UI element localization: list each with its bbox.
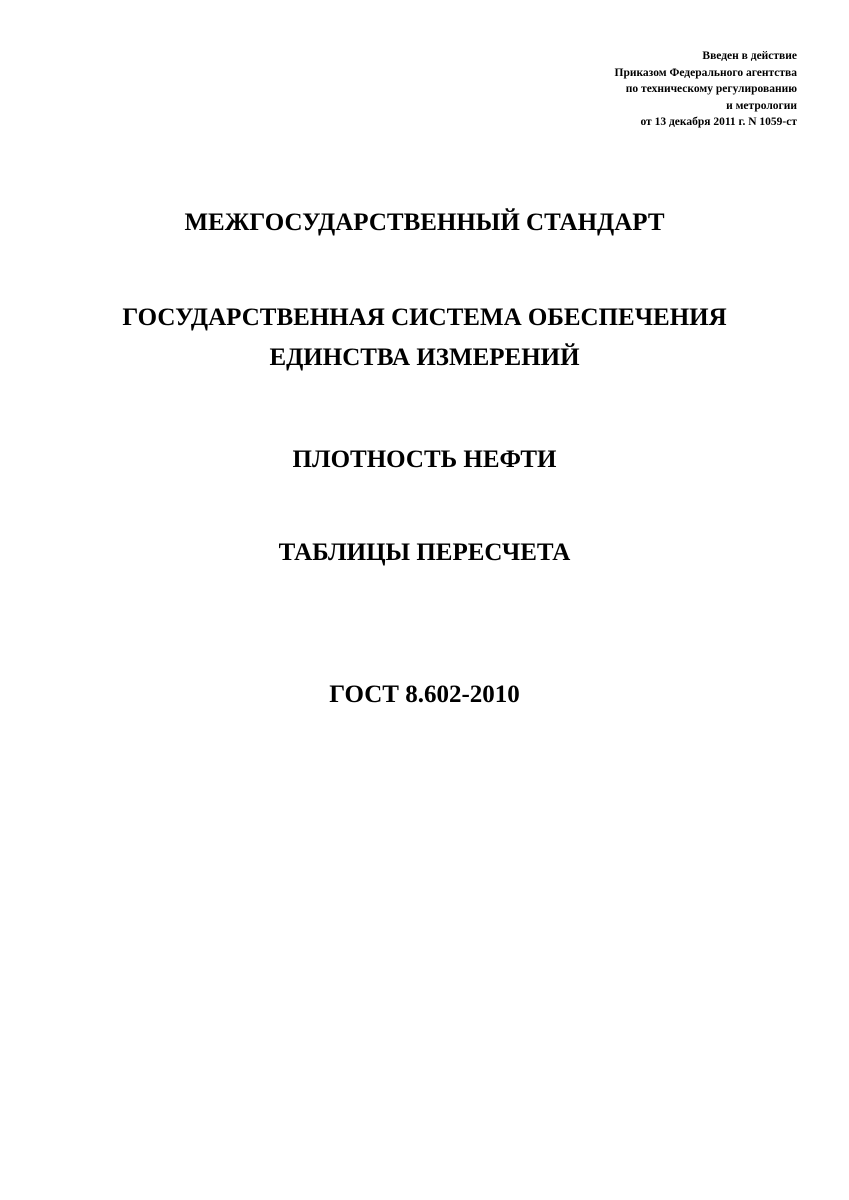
system-title-line: ГОСУДАРСТВЕННАЯ СИСТЕМА ОБЕСПЕЧЕНИЯ [122,304,727,331]
enactment-line: по техническому регулированию [625,83,797,95]
enactment-note [615,48,797,131]
enactment-line: Приказом Федерального агентства [614,66,797,79]
enactment-line: от 13 декабря 2011 г. N 1059-ст [640,116,797,128]
enactment-line: Введен в действие [702,50,797,62]
standard-designation: ГОСТ 8.602-2010 [329,681,520,708]
enactment-line: и метрологии [726,99,797,112]
document-kind-heading: ТАБЛИЦЫ ПЕРЕСЧЕТА [278,539,571,566]
system-title-line: ЕДИНСТВА ИЗМЕРЕНИЙ [269,344,580,371]
standard-type-heading: МЕЖГОСУДАРСТВЕННЫЙ СТАНДАРТ [184,209,665,236]
system-title-heading [0,298,849,378]
subject-heading: ПЛОТНОСТЬ НЕФТИ [292,446,557,473]
